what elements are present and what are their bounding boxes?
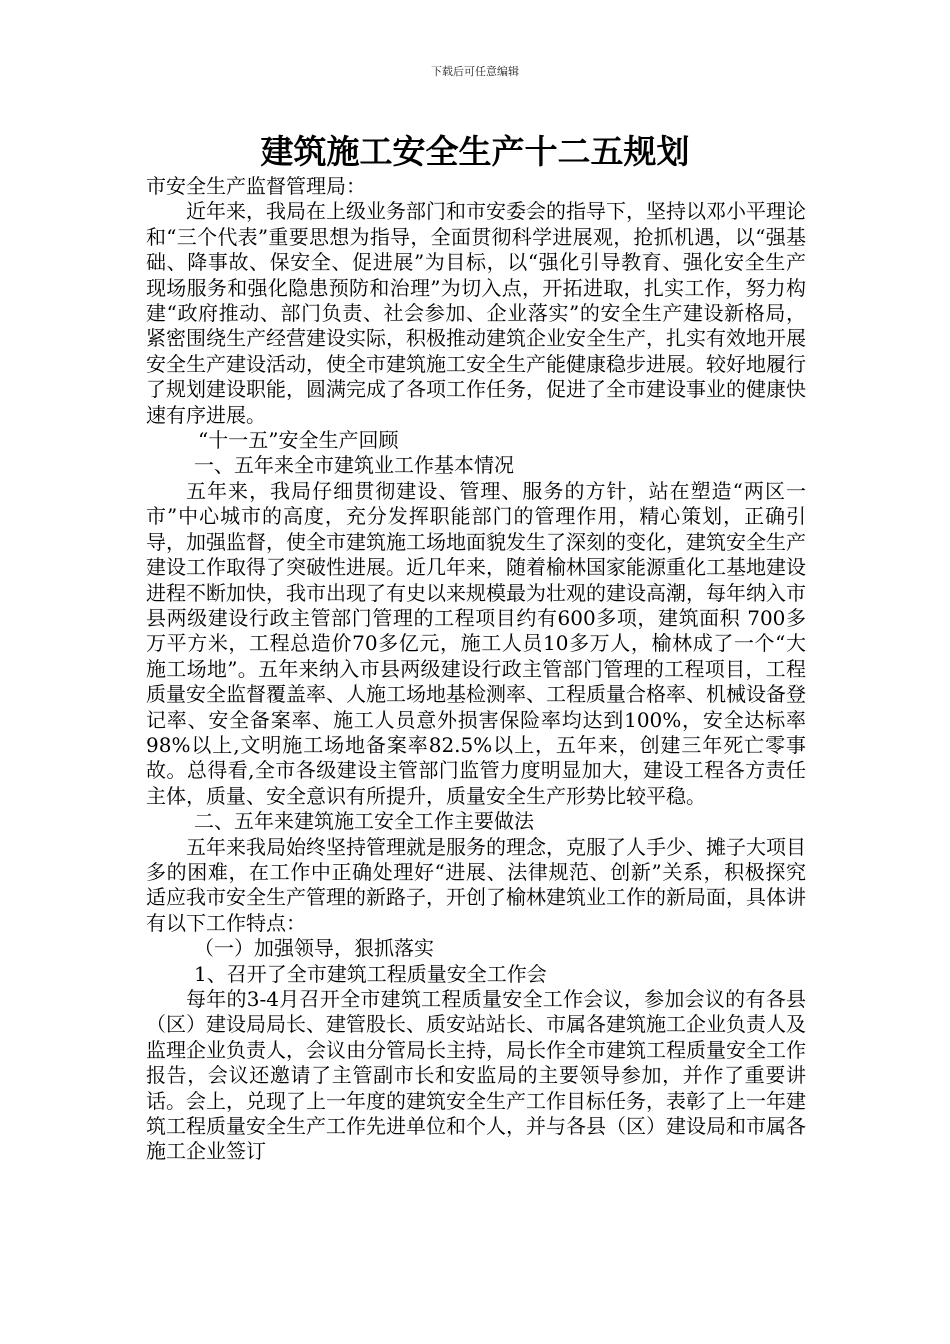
document-title: 建筑施工安全生产十二五规划 [260, 132, 690, 171]
paragraph: 每年的3-4月召开全市建筑工程质量安全工作会议，参加会议的有各县（区）建设局局长、建管股长、质安站站长、市属各建筑施工企业负责人及监理企业负责人，会议由分管局长主持，局长作全市建筑工程质量安全工作报告，会议还邀请了主管副市长和安监局的主要领导参加，并作了重要讲话。会上，兑现了上一年度的建筑安全生产工作目标任务，表彰了上一年建筑工程质量安全生产工作先进单位和个人，并与各县（区）建设局和市属各施工企业签订 [146, 987, 806, 1164]
paragraph: 一、五年来全市建筑业工作基本情况 [194, 453, 514, 478]
paragraph: 二、五年来建筑施工安全工作主要做法 [194, 809, 534, 834]
paragraph: 近年来，我局在上级业务部门和市安委会的指导下，坚持以邓小平理论和“三个代表”重要思想为指导，全面贯彻科学进展观，抢抓机遇，以“强基础、降事故、保安全、促进展”为目标，以“强化引导教育、强化安全生产现场服务和强化隐患预防和治理”为切入点，开拓进取，扎实工作，努力构建“政府推动、部门负责、社会参加、企业落实”的安全生产建设新格局，紧密围绕生产经营建设实际，积极推动建筑企业安全生产，扎实有效地开展安全生产建设活动，使全市建筑施工安全生产能健康稳步进展。较好地履行了规划建设职能，圆满完成了各项工作任务，促进了全市建设事业的健康快速有序进展。 [146, 199, 806, 427]
document-body [146, 174, 806, 1165]
paragraph: 五年来我局始终坚持管理就是服务的理念，克服了人手少、摊子大项目多的困难，在工作中正确处理好“进展、法律规范、创新”关系，积极探究适应我市安全生产管理的新路子，开创了榆林建筑业工作的新局面，具体讲有以下工作特点： [146, 834, 806, 935]
paragraph: “十一五”安全生产回顾 [198, 428, 399, 453]
paragraph: 市安全生产监督管理局： [146, 174, 366, 198]
paragraph: （一）加强领导，狠抓落实 [194, 936, 434, 961]
paragraph: 五年来，我局仔细贯彻建设、管理、服务的方针，站在塑造“两区一市”中心城市的高度，充分发挥职能部门的管理作用，精心策划，正确引导，加强监督，使全市建筑施工场地面貌发生了深刻的变化，建筑安全生产建设工作取得了突破性进展。近几年来，随着榆林国家能源重化工基地建设进程不断加快，我市出现了有史以来规模最为壮观的建设高潮，每年纳入市县两级建设行政主管部门管理的工程项目约有600多项，建筑面积 700多万平方米，工程总造价70多亿元，施工人员10多万人，榆林成了一个“大施工场地”。五年来纳入市县两级建设行政主管部门管理的工程项目，工程质量安全监督覆盖率、人施工场地基检测率、工程质量合格率、机械设备登记率、安全备案率、施工人员意外损害保险率均达到100%，安全达标率98%以上,文明施工场地备案率82.5%以上，五年来，创建三年死亡零事故。总得看,全市各级建设主管部门监管力度明显加大，建设工程各方责任主体，质量、安全意识有所提升，质量安全生产形势比较平稳。 [146, 478, 806, 808]
paragraph: 1、召开了全市建筑工程质量安全工作会 [194, 961, 547, 986]
page-header-note: 下载后可任意编辑 [431, 65, 519, 78]
